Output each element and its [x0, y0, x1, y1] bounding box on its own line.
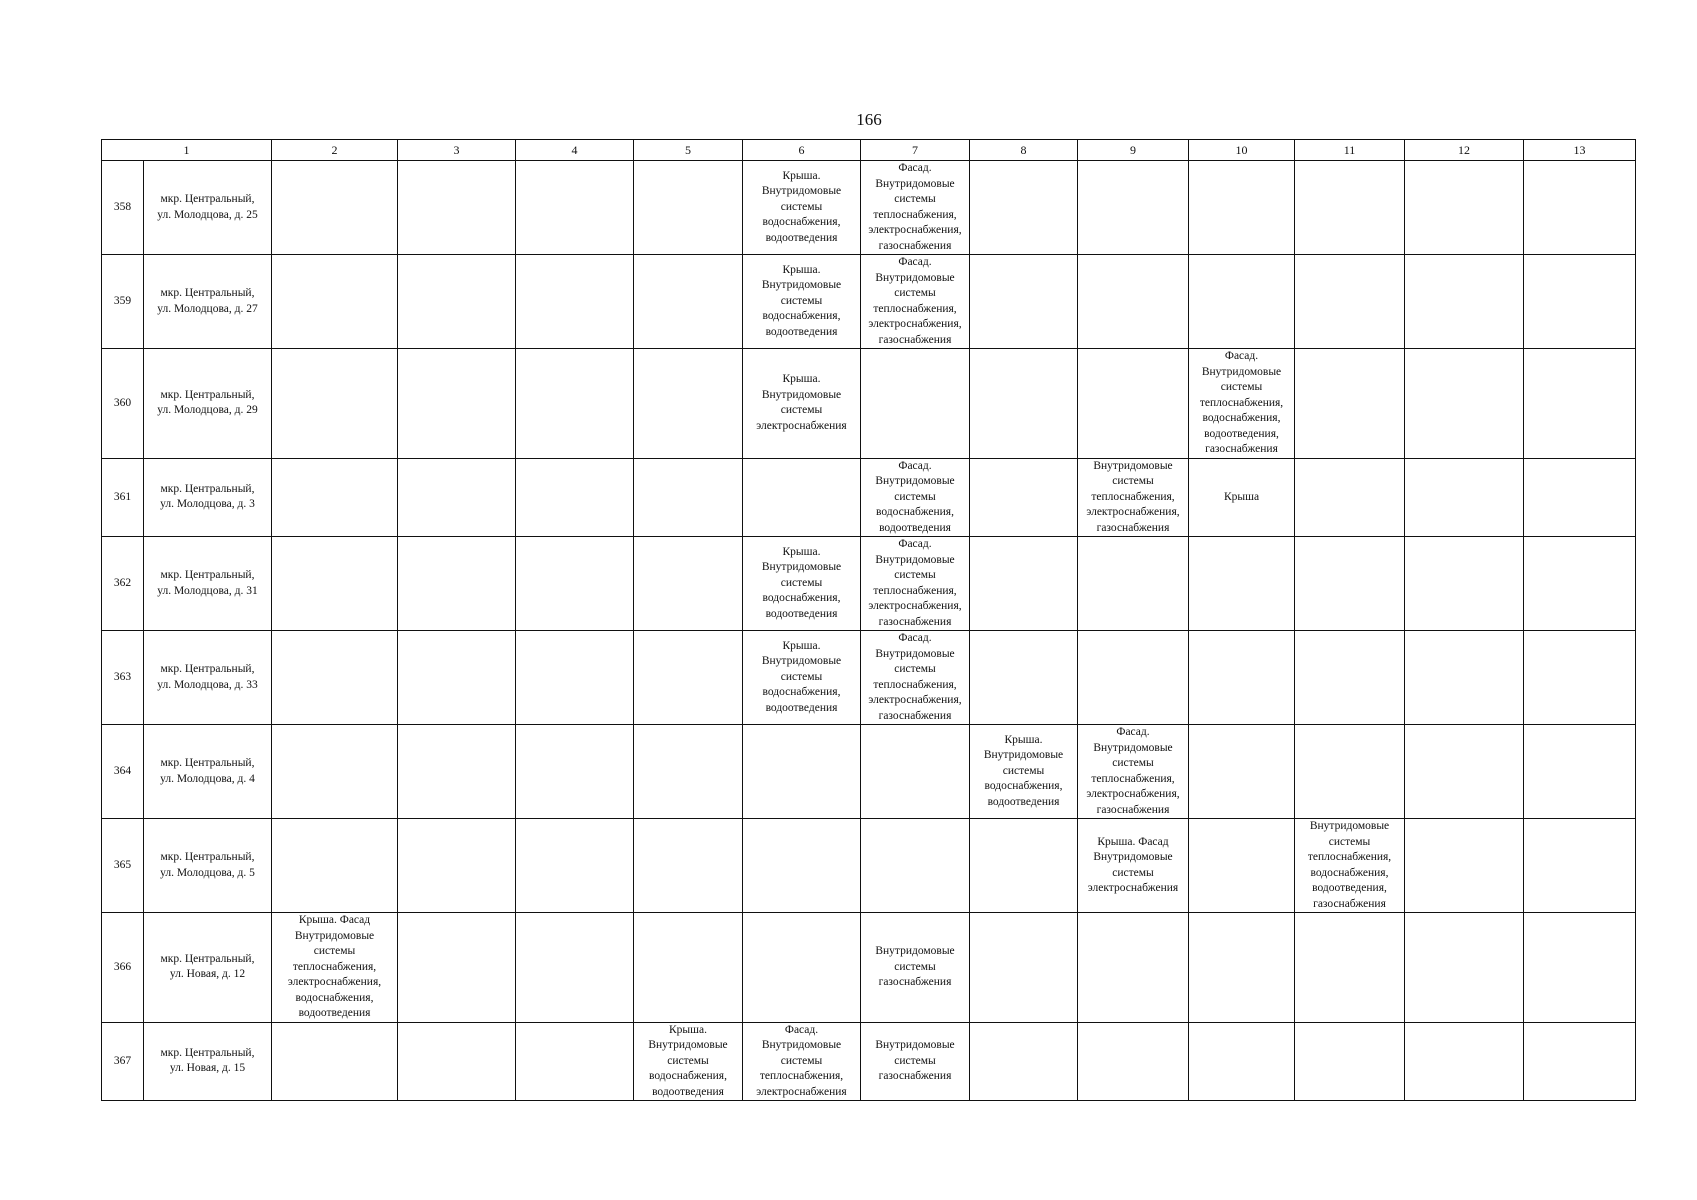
work-cell-col-3 — [398, 349, 516, 459]
work-cell-col-4 — [516, 537, 634, 631]
work-cell-col-10: Фасад. Внутридомовые системы теплоснабжения, водоснабжения, водоотведения, газоснабжения — [1189, 349, 1295, 459]
row-number: 360 — [102, 349, 144, 459]
work-cell-col-13 — [1524, 161, 1636, 255]
work-cell-col-5 — [634, 537, 743, 631]
work-cell-col-5 — [634, 349, 743, 459]
work-cell-col-7 — [861, 819, 970, 913]
row-number: 358 — [102, 161, 144, 255]
work-cell-col-12 — [1405, 458, 1524, 537]
work-cell-col-8 — [970, 537, 1078, 631]
address-cell: мкр. Центральный, ул. Молодцова, д. 4 — [144, 725, 272, 819]
work-cell-col-3 — [398, 631, 516, 725]
work-cell-col-5 — [634, 458, 743, 537]
work-cell-col-10 — [1189, 819, 1295, 913]
column-header-13: 13 — [1524, 140, 1636, 161]
work-cell-col-12 — [1405, 1022, 1524, 1101]
work-cell-col-12 — [1405, 819, 1524, 913]
work-cell-col-10 — [1189, 537, 1295, 631]
work-cell-col-10 — [1189, 161, 1295, 255]
table-row — [102, 725, 1636, 819]
work-cell-col-7: Фасад. Внутридомовые системы теплоснабжения, электроснабжения, газоснабжения — [861, 537, 970, 631]
work-cell-col-2 — [272, 631, 398, 725]
address-cell: мкр. Центральный, ул. Новая, д. 15 — [144, 1022, 272, 1101]
work-cell-col-2 — [272, 1022, 398, 1101]
table-row — [102, 1022, 1636, 1101]
column-header-1: 1 — [102, 140, 272, 161]
table-row — [102, 631, 1636, 725]
work-cell-col-9 — [1078, 161, 1189, 255]
work-cell-col-10: Крыша — [1189, 458, 1295, 537]
work-cell-col-13 — [1524, 913, 1636, 1023]
work-cell-col-13 — [1524, 1022, 1636, 1101]
work-cell-col-11 — [1295, 537, 1405, 631]
work-cell-col-9: Крыша. Фасад Внутридомовые системы электроснабжения — [1078, 819, 1189, 913]
work-cell-col-3 — [398, 537, 516, 631]
work-cell-col-13 — [1524, 819, 1636, 913]
table-row — [102, 161, 1636, 255]
work-cell-col-7: Внутридомовые системы газоснабжения — [861, 913, 970, 1023]
work-cell-col-9: Внутридомовые системы теплоснабжения, электроснабжения, газоснабжения — [1078, 458, 1189, 537]
work-cell-col-2 — [272, 819, 398, 913]
row-number: 361 — [102, 458, 144, 537]
work-cell-col-2 — [272, 458, 398, 537]
work-cell-col-9 — [1078, 913, 1189, 1023]
work-cell-col-3 — [398, 161, 516, 255]
work-cell-col-2 — [272, 161, 398, 255]
work-cell-col-6 — [743, 913, 861, 1023]
table-row — [102, 913, 1636, 1023]
work-cell-col-5: Крыша. Внутридомовые системы водоснабжения, водоотведения — [634, 1022, 743, 1101]
work-cell-col-13 — [1524, 255, 1636, 349]
work-cell-col-4 — [516, 1022, 634, 1101]
work-cell-col-10 — [1189, 913, 1295, 1023]
work-cell-col-8 — [970, 161, 1078, 255]
work-cell-col-6 — [743, 458, 861, 537]
work-cell-col-11 — [1295, 725, 1405, 819]
row-number: 359 — [102, 255, 144, 349]
row-number: 366 — [102, 913, 144, 1023]
work-cell-col-12 — [1405, 161, 1524, 255]
work-cell-col-9 — [1078, 537, 1189, 631]
work-cell-col-9 — [1078, 1022, 1189, 1101]
column-header-2: 2 — [272, 140, 398, 161]
column-header-4: 4 — [516, 140, 634, 161]
work-cell-col-2 — [272, 349, 398, 459]
work-cell-col-8 — [970, 349, 1078, 459]
work-cell-col-11 — [1295, 349, 1405, 459]
work-cell-col-12 — [1405, 725, 1524, 819]
address-cell: мкр. Центральный, ул. Молодцова, д. 31 — [144, 537, 272, 631]
row-number: 364 — [102, 725, 144, 819]
work-cell-col-6 — [743, 819, 861, 913]
column-header-10: 10 — [1189, 140, 1295, 161]
work-cell-col-9 — [1078, 255, 1189, 349]
work-cell-col-7 — [861, 349, 970, 459]
address-cell: мкр. Центральный, ул. Молодцова, д. 33 — [144, 631, 272, 725]
work-cell-col-6: Фасад. Внутридомовые системы теплоснабжения, электроснабжения — [743, 1022, 861, 1101]
work-cell-col-7: Фасад. Внутридомовые системы теплоснабжения, электроснабжения, газоснабжения — [861, 255, 970, 349]
work-cell-col-12 — [1405, 631, 1524, 725]
work-cell-col-6 — [743, 725, 861, 819]
column-header-9: 9 — [1078, 140, 1189, 161]
work-cell-col-11 — [1295, 458, 1405, 537]
row-number: 365 — [102, 819, 144, 913]
column-header-7: 7 — [861, 140, 970, 161]
table-row — [102, 255, 1636, 349]
work-cell-col-6: Крыша. Внутридомовые системы водоснабжения, водоотведения — [743, 161, 861, 255]
repair-schedule-table — [101, 139, 1636, 1101]
work-cell-col-12 — [1405, 913, 1524, 1023]
work-cell-col-4 — [516, 819, 634, 913]
address-cell: мкр. Центральный, ул. Молодцова, д. 3 — [144, 458, 272, 537]
work-cell-col-5 — [634, 631, 743, 725]
work-cell-col-9 — [1078, 349, 1189, 459]
work-cell-col-5 — [634, 819, 743, 913]
work-cell-col-11 — [1295, 913, 1405, 1023]
work-cell-col-7: Фасад. Внутридомовые системы водоснабжения, водоотведения — [861, 458, 970, 537]
work-cell-col-3 — [398, 458, 516, 537]
work-cell-col-8 — [970, 458, 1078, 537]
address-cell: мкр. Центральный, ул. Молодцова, д. 27 — [144, 255, 272, 349]
work-cell-col-9 — [1078, 631, 1189, 725]
work-cell-col-13 — [1524, 631, 1636, 725]
header-row — [102, 140, 1636, 161]
work-cell-col-13 — [1524, 349, 1636, 459]
column-header-5: 5 — [634, 140, 743, 161]
work-cell-col-8 — [970, 913, 1078, 1023]
table-row — [102, 819, 1636, 913]
row-number: 362 — [102, 537, 144, 631]
work-cell-col-5 — [634, 161, 743, 255]
column-header-8: 8 — [970, 140, 1078, 161]
work-cell-col-10 — [1189, 725, 1295, 819]
address-cell: мкр. Центральный, ул. Молодцова, д. 25 — [144, 161, 272, 255]
column-header-6: 6 — [743, 140, 861, 161]
address-cell: мкр. Центральный, ул. Молодцова, д. 29 — [144, 349, 272, 459]
work-cell-col-3 — [398, 913, 516, 1023]
row-number: 363 — [102, 631, 144, 725]
table-row — [102, 537, 1636, 631]
work-cell-col-13 — [1524, 725, 1636, 819]
work-cell-col-7: Фасад. Внутридомовые системы теплоснабжения, электроснабжения, газоснабжения — [861, 161, 970, 255]
work-cell-col-7: Фасад. Внутридомовые системы теплоснабжения, электроснабжения, газоснабжения — [861, 631, 970, 725]
work-cell-col-3 — [398, 725, 516, 819]
work-cell-col-6: Крыша. Внутридомовые системы водоснабжения, водоотведения — [743, 255, 861, 349]
work-cell-col-12 — [1405, 255, 1524, 349]
work-cell-col-9: Фасад. Внутридомовые системы теплоснабжения, электроснабжения, газоснабжения — [1078, 725, 1189, 819]
work-cell-col-4 — [516, 725, 634, 819]
work-cell-col-4 — [516, 161, 634, 255]
work-cell-col-2 — [272, 255, 398, 349]
work-cell-col-2 — [272, 537, 398, 631]
row-number: 367 — [102, 1022, 144, 1101]
work-cell-col-2 — [272, 725, 398, 819]
work-cell-col-11: Внутридомовые системы теплоснабжения, водоснабжения, водоотведения, газоснабжения — [1295, 819, 1405, 913]
work-cell-col-8: Крыша. Внутридомовые системы водоснабжения, водоотведения — [970, 725, 1078, 819]
work-cell-col-10 — [1189, 255, 1295, 349]
work-cell-col-12 — [1405, 537, 1524, 631]
work-cell-col-8 — [970, 819, 1078, 913]
work-cell-col-3 — [398, 1022, 516, 1101]
address-cell: мкр. Центральный, ул. Новая, д. 12 — [144, 913, 272, 1023]
work-cell-col-10 — [1189, 631, 1295, 725]
work-cell-col-5 — [634, 255, 743, 349]
work-cell-col-3 — [398, 255, 516, 349]
column-header-12: 12 — [1405, 140, 1524, 161]
table-row — [102, 458, 1636, 537]
column-header-3: 3 — [398, 140, 516, 161]
work-cell-col-5 — [634, 725, 743, 819]
work-cell-col-13 — [1524, 458, 1636, 537]
table-body — [102, 161, 1636, 1101]
work-cell-col-7 — [861, 725, 970, 819]
work-cell-col-6: Крыша. Внутридомовые системы водоснабжения, водоотведения — [743, 537, 861, 631]
work-cell-col-4 — [516, 913, 634, 1023]
work-cell-col-4 — [516, 349, 634, 459]
column-header-11: 11 — [1295, 140, 1405, 161]
work-cell-col-6: Крыша. Внутридомовые системы электроснабжения — [743, 349, 861, 459]
work-cell-col-8 — [970, 631, 1078, 725]
work-cell-col-10 — [1189, 1022, 1295, 1101]
work-cell-col-11 — [1295, 255, 1405, 349]
work-cell-col-11 — [1295, 161, 1405, 255]
work-cell-col-8 — [970, 1022, 1078, 1101]
work-cell-col-7: Внутридомовые системы газоснабжения — [861, 1022, 970, 1101]
work-cell-col-4 — [516, 458, 634, 537]
work-cell-col-4 — [516, 255, 634, 349]
work-cell-col-11 — [1295, 1022, 1405, 1101]
address-cell: мкр. Центральный, ул. Молодцова, д. 5 — [144, 819, 272, 913]
work-cell-col-13 — [1524, 537, 1636, 631]
work-cell-col-4 — [516, 631, 634, 725]
page-number: 166 — [856, 110, 882, 129]
work-cell-col-6: Крыша. Внутридомовые системы водоснабжения, водоотведения — [743, 631, 861, 725]
table-row — [102, 349, 1636, 459]
work-cell-col-11 — [1295, 631, 1405, 725]
work-cell-col-5 — [634, 913, 743, 1023]
work-cell-col-12 — [1405, 349, 1524, 459]
work-cell-col-2: Крыша. Фасад Внутридомовые системы теплоснабжения, электроснабжения, водоснабжения, водоотведения — [272, 913, 398, 1023]
work-cell-col-3 — [398, 819, 516, 913]
work-cell-col-8 — [970, 255, 1078, 349]
